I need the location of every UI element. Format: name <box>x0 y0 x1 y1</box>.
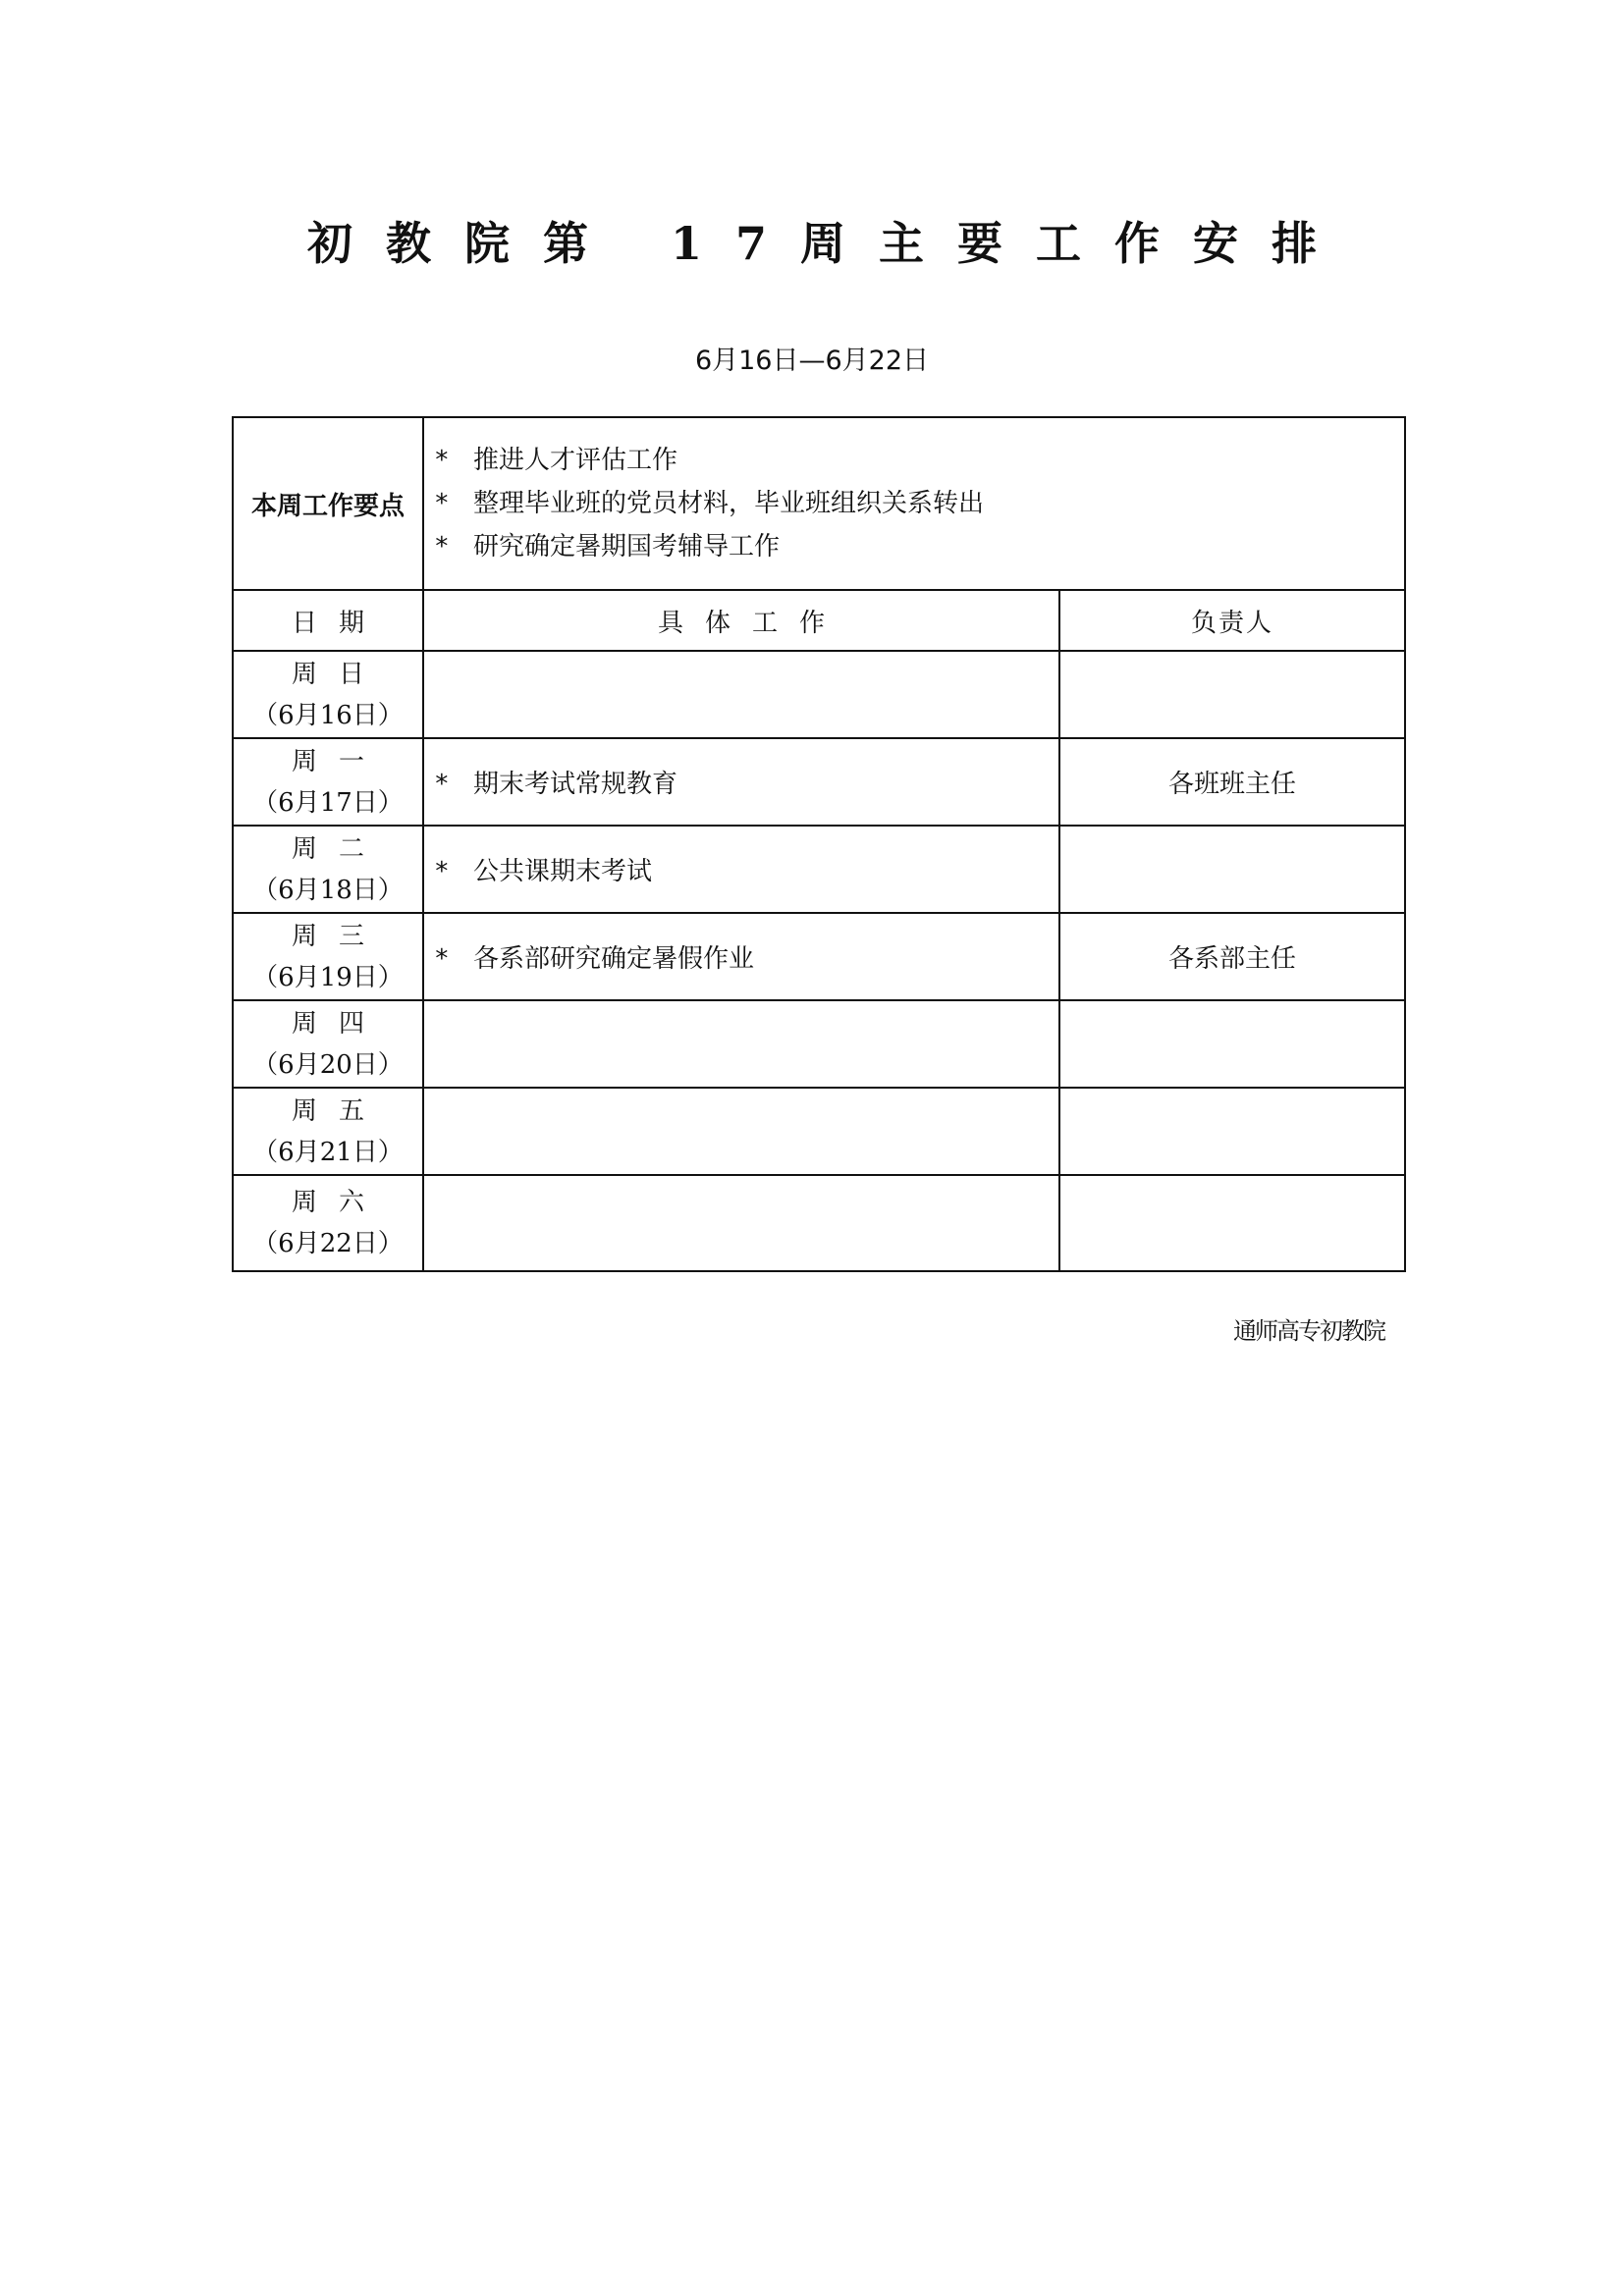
day-date: （6月21日） <box>252 1137 404 1167</box>
day-date: （6月20日） <box>252 1049 404 1080</box>
schedule-table <box>232 416 1406 1272</box>
day-date: （6月18日） <box>252 875 404 905</box>
table-row <box>233 1088 1405 1175</box>
asterisk-icon: * <box>434 446 450 475</box>
focus-item-text: 整理毕业班的党员材料，毕业班组织关系转出 <box>473 489 985 518</box>
day-cell <box>233 651 423 738</box>
date-header: 日期 <box>233 590 423 651</box>
focus-item-text: 研究确定暑期国考辅导工作 <box>473 532 781 561</box>
table-row <box>233 913 1405 1000</box>
focus-item <box>434 439 1404 482</box>
focus-list <box>423 417 1405 590</box>
day-name: 周五 <box>291 1095 386 1126</box>
owner-cell <box>1059 1000 1405 1088</box>
signature: 通师高专初教院 <box>1233 1317 1384 1345</box>
day-name: 周一 <box>291 746 386 776</box>
task-cell <box>423 1000 1059 1088</box>
task-cell <box>423 1175 1059 1271</box>
table-row <box>233 826 1405 913</box>
asterisk-icon: * <box>434 489 450 518</box>
day-cell <box>233 1000 423 1088</box>
table-row <box>233 1175 1405 1271</box>
owner-cell <box>1059 1088 1405 1175</box>
owner-cell <box>1059 651 1405 738</box>
day-date: （6月22日） <box>252 1229 404 1258</box>
task-cell <box>423 826 1059 913</box>
table-row <box>233 651 1405 738</box>
day-name: 周二 <box>291 833 386 864</box>
owner-cell: 各班班主任 <box>1059 738 1405 826</box>
day-cell <box>233 738 423 826</box>
header-row <box>233 590 1405 651</box>
owner-cell <box>1059 826 1405 913</box>
task-text: 期末考试常规教育 <box>473 770 678 799</box>
table-row <box>233 1000 1405 1088</box>
day-cell <box>233 826 423 913</box>
day-name: 周六 <box>291 1188 386 1217</box>
owner-cell: 各系部主任 <box>1059 913 1405 1000</box>
asterisk-icon: * <box>434 770 450 799</box>
table-row <box>233 738 1405 826</box>
asterisk-icon: * <box>434 857 450 886</box>
focus-item-text: 推进人才评估工作 <box>473 446 678 475</box>
day-date: （6月16日） <box>252 700 404 730</box>
day-cell <box>233 1175 423 1271</box>
asterisk-icon: * <box>434 532 450 561</box>
task-cell <box>423 651 1059 738</box>
task-header: 具体工作 <box>423 590 1059 651</box>
page-title: 初教院第 17周主要工作安排 <box>306 217 1351 270</box>
task-cell <box>423 1088 1059 1175</box>
task-cell <box>423 913 1059 1000</box>
task-text: 各系部研究确定暑假作业 <box>473 944 755 974</box>
owner-cell <box>1059 1175 1405 1271</box>
asterisk-icon: * <box>434 944 450 974</box>
owner-header: 负责人 <box>1059 590 1405 651</box>
day-name: 周日 <box>291 659 386 689</box>
focus-item <box>434 482 1404 525</box>
task-text: 公共课期末考试 <box>473 857 653 886</box>
day-name: 周四 <box>291 1008 386 1039</box>
day-date: （6月19日） <box>252 962 404 992</box>
day-cell <box>233 1088 423 1175</box>
day-date: （6月17日） <box>252 787 404 818</box>
date-range: 6月16日—6月22日 <box>694 346 930 376</box>
focus-item <box>434 525 1404 568</box>
focus-row <box>233 417 1405 590</box>
task-cell <box>423 738 1059 826</box>
day-name: 周三 <box>291 921 386 951</box>
focus-label: 本周工作要点 <box>233 417 423 590</box>
day-cell <box>233 913 423 1000</box>
